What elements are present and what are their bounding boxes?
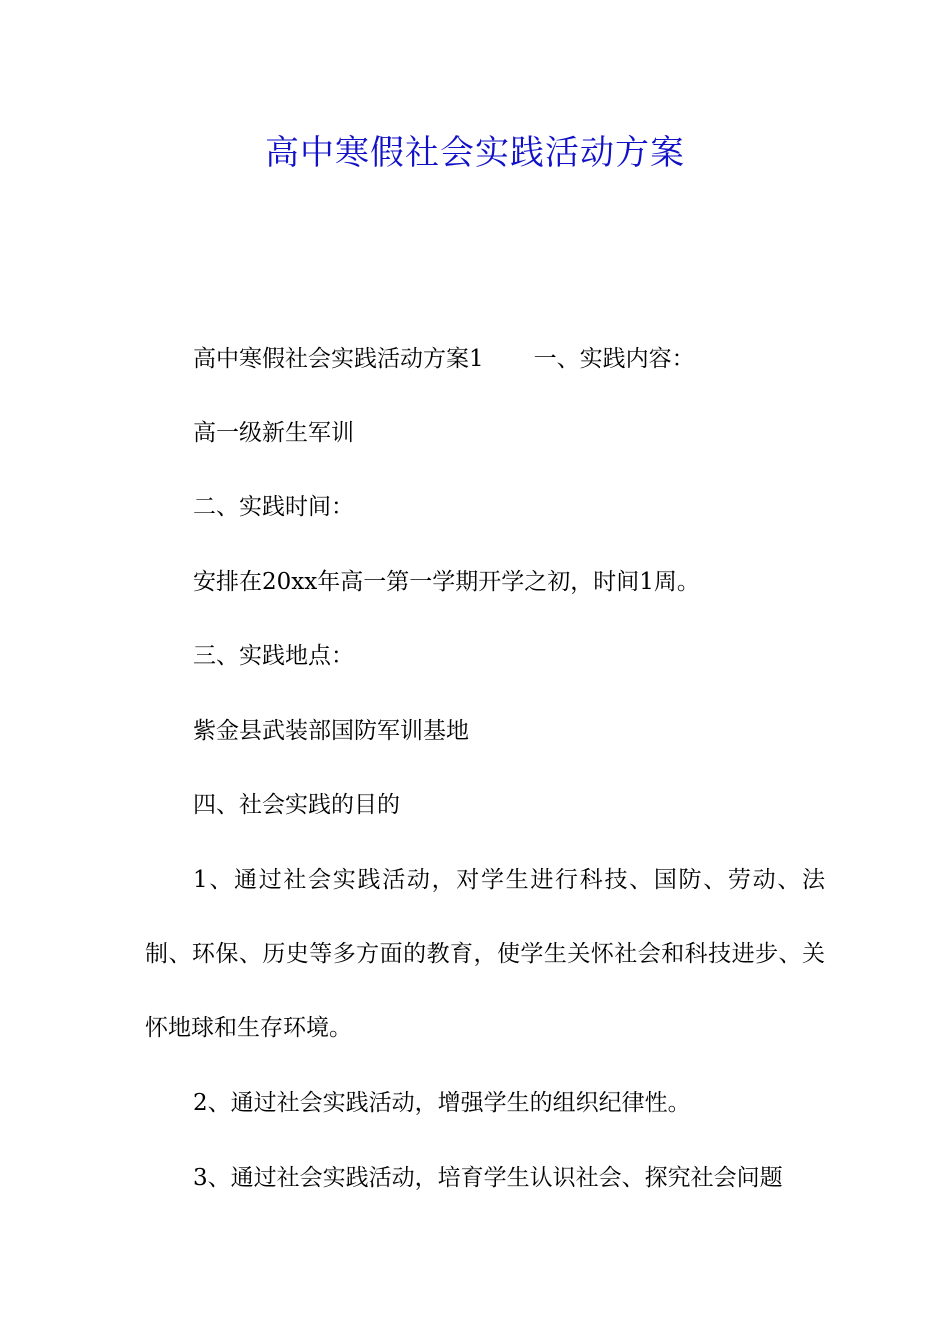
document-title: 高中寒假社会实践活动方案 — [265, 133, 685, 173]
heading-content: 一、实践内容： — [533, 346, 695, 372]
heading-time: 二、实践时间： — [193, 494, 354, 520]
goal-item-3: 3、通过社会实践活动，培育学生认识社会、探究社会问题 — [193, 1165, 783, 1191]
heading-purpose: 四、社会实践的目的 — [193, 792, 400, 818]
goal-item-2: 2、通过社会实践活动，增强学生的组织纪律性。 — [193, 1090, 691, 1116]
content-item: 高一级新生军训 — [193, 420, 354, 446]
time-text: 安排在20xx年高一第一学期开学之初，时间1周。 — [193, 569, 700, 595]
goal-item-1: 1、通过社会实践活动，对学生进行科技、国防、劳动、法制、环保、历史等多方面的教育，使学生关怀社会和科技进步、关怀地球和生存环境。 — [145, 867, 825, 1041]
section-heading-line — [145, 322, 873, 396]
heading-location: 三、实践地点： — [193, 643, 354, 669]
plan-title-inline: 高中寒假社会实践活动方案1 — [193, 346, 484, 372]
location-text: 紫金县武装部国防军训基地 — [193, 718, 469, 744]
